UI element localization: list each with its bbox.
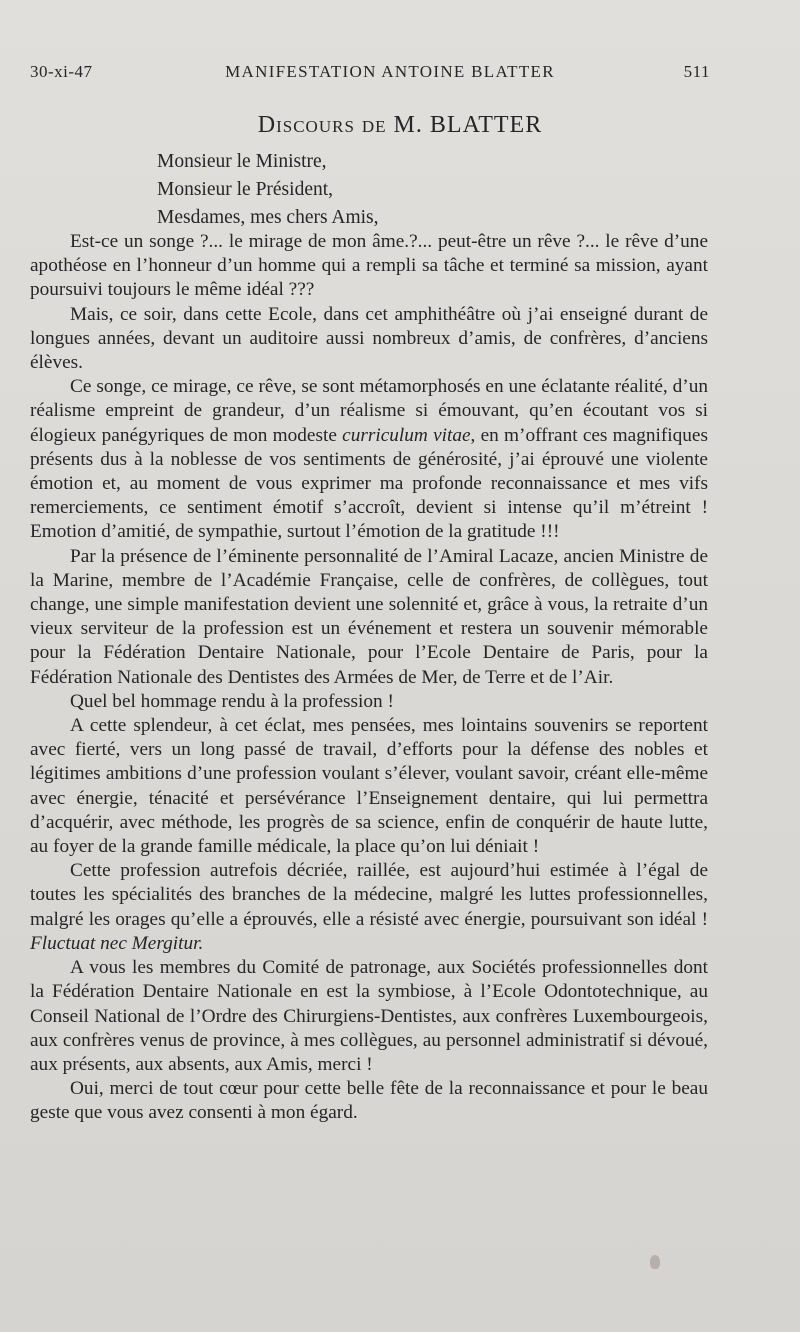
salutation-line: Mesdames, mes chers Amis, bbox=[157, 207, 379, 228]
paragraph bbox=[30, 714, 708, 859]
paragraph bbox=[30, 303, 708, 376]
speech-body bbox=[30, 230, 708, 1126]
italic-motto: Fluctuat nec Mergitur. bbox=[30, 932, 204, 954]
paragraph-text: , en m’offrant ces magnifiques présents dus à la noblesse de vos sentiments de générosité, j’ai éprouvé une violente émotion et, au moment de vous exprimer ma profonde reconnaissance et mes vifs remerciements, ce sentiment émotif s’accroît, devient si intense qu’il m’étreint ! Emotion d’amitié, de sympathie, surtout l’émotion de la gratitude !!! bbox=[30, 424, 708, 543]
paragraph-text: Oui, merci de tout cœur pour cette belle fête de la reconnaissance et pour le beau geste que vous avez consenti à mon égard. bbox=[30, 1078, 708, 1124]
ink-stain bbox=[650, 1255, 660, 1269]
paragraph-text: Cette profession autrefois décriée, raillée, est aujourd’hui estimée à l’égal de toutes les spécialités des branches de la médecine, malgré les luttes professionnelles, malgré les orages qu’elle a éprouvés, elle a résisté avec énergie, poursuivant son idéal ! bbox=[30, 860, 708, 930]
paragraph-text: Quel bel hommage rendu à la profession ! bbox=[70, 690, 394, 712]
running-header bbox=[30, 62, 710, 84]
paragraph bbox=[30, 859, 708, 956]
header-date: 30-xi-47 bbox=[30, 62, 93, 81]
salutation-line: Monsieur le Président, bbox=[157, 179, 334, 200]
header-running-title: MANIFESTATION ANTOINE BLATTER bbox=[225, 62, 555, 81]
paragraph-text: Ce songe, ce mirage, ce rêve, se sont métamorphosés en une éclatante réalité, d’un réalisme empreint de grandeur, d’un réalisme si émouvant, qu’en écoutant vos si élogieux panégyriques de mon modeste bbox=[30, 376, 708, 446]
paragraph-text: Mais, ce soir, dans cette Ecole, dans cet amphithéâtre où j’ai enseigné durant de longues années, devant un auditoire aussi nombreux d’amis, de confrères, d’anciens élèves. bbox=[30, 303, 708, 374]
paragraph bbox=[30, 230, 708, 303]
paragraph bbox=[30, 956, 708, 1077]
paragraph bbox=[30, 545, 708, 690]
italic-phrase: curriculum vitae bbox=[342, 424, 471, 446]
paragraph bbox=[30, 375, 708, 544]
page-number: 511 bbox=[683, 62, 710, 81]
paragraph-text: A vous les membres du Comité de patronage, aux Sociétés professionnelles dont la Fédération Dentaire Nationale en est la symbiose, à l’Ecole Odontotechnique, au Conseil National de l’Ordre des Chirurgiens-Dentistes, aux confrères Luxembourgeois, aux confrères venus de province, à mes collègues, au personnel administratif si dévoué, aux présents, aux absents, aux Amis, merci ! bbox=[30, 957, 708, 1075]
paragraph-text: Par la présence de l’éminente personnalité de l’Amiral Lacaze, ancien Ministre de la Marine, membre de l’Académie Française, celle de confrères, de collègues, tout change, une simple manifestation devient une solennité et, grâce à vous, la retraite d’un vieux serviteur de la profession est un événement et restera un souvenir mémorable pour la Fédération Dentaire Nationale, pour l’Ecole Dentaire de Paris, pour la Fédération Nationale des Dentistes des Armées de Mer, de Terre et de l’Air. bbox=[30, 545, 708, 688]
paragraph-text: A cette splendeur, à cet éclat, mes pensées, mes lointains souvenirs se reportent avec fierté, vers un long passé de travail, d’efforts pour la défense des nobles et légitimes ambitions d’une profession voulant s’élever, voulant savoir, créant elle-même avec énergie, ténacité et persévérance l’Enseignement dentaire, qui lui permettra d’acquérir, avec méthode, les progrès de sa science, enfin de conquérir de haute lutte, au foyer de la grande famille médicale, la place qu’on lui déniait ! bbox=[30, 715, 708, 858]
paragraph bbox=[30, 1077, 708, 1125]
speech-title: Discours de M. BLATTER bbox=[257, 112, 543, 138]
paragraph-text: Est-ce un songe ?... le mirage de mon âme.?... peut-être un rêve ?... le rêve d’une apothéose en l’honneur d’un homme qui a rempli sa tâche et terminé sa mission, ayant poursuivi toujours le même idéal ??? bbox=[30, 231, 708, 301]
salutation-line: Monsieur le Ministre, bbox=[157, 151, 327, 172]
paragraph bbox=[30, 690, 708, 714]
salutations bbox=[157, 148, 379, 232]
